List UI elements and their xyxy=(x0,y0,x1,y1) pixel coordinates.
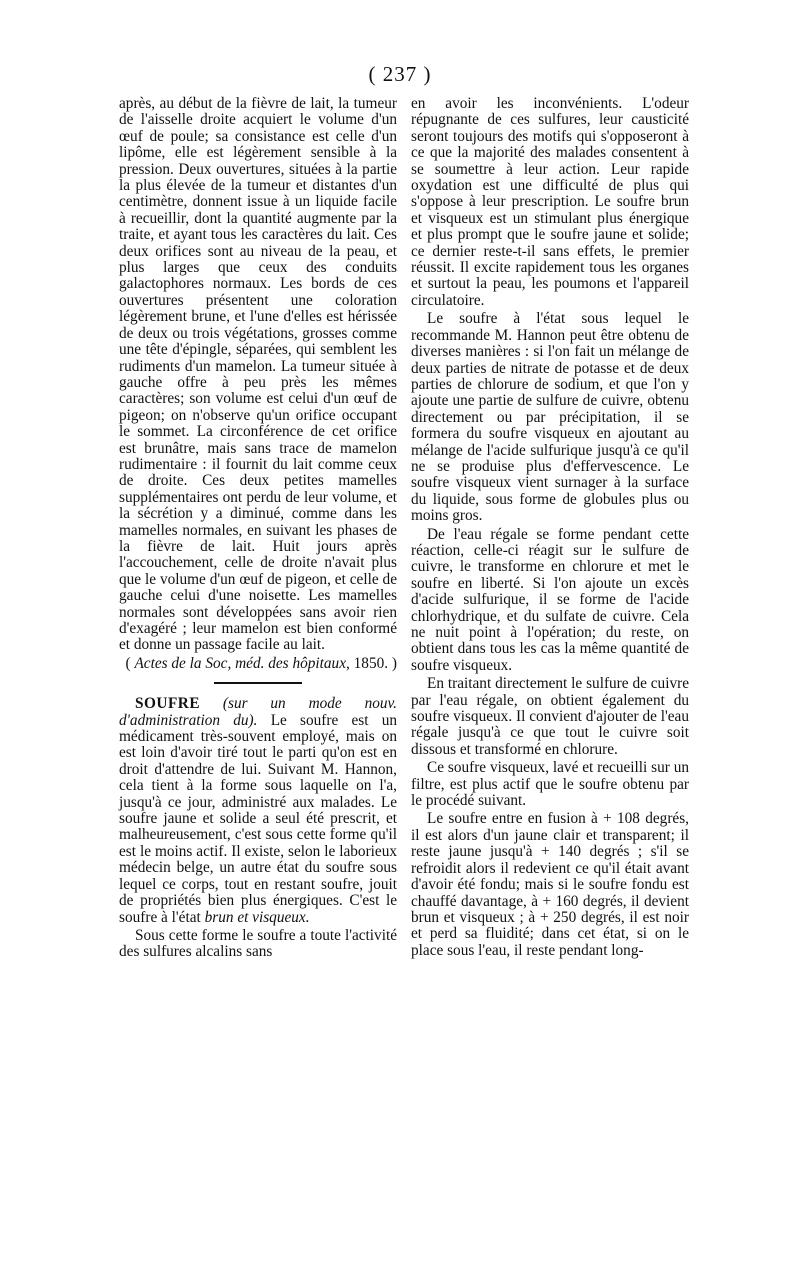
paragraph: Sous cette forme le soufre a toute l'activité des sulfures alcalins sans xyxy=(119,926,397,961)
paragraph: De l'eau régale se forme pendant cette réaction, celle-ci réagit sur le sulfure de cuivre, le transforme en chlorure et met le soufre en liberté. Si l'on ajoute un excès d'acide sulfurique, il se forme de l'acide chlorhydrique, et du sulfate de cuivre. Cela ne nuit point à l'opération; du reste, on obtient dans tous les cas la même quantité de soufre visqueux. xyxy=(411,525,689,674)
page-number: ( 237 ) xyxy=(368,62,432,86)
section-divider xyxy=(214,682,302,684)
citation-close: ) xyxy=(391,654,397,672)
left-column xyxy=(119,96,397,961)
entry-paragraph xyxy=(119,696,397,926)
entry-heading: SOUFRE xyxy=(135,695,201,713)
citation xyxy=(119,656,397,672)
paragraph: après, au début de la fièvre de lait, la tumeur de l'aisselle droite acquiert le volume d'un œuf de poule; sa consistance est celle d'un lipôme, elle est légèrement sensible à la pression. Deux ouvertures, situées à la partie la plus élevée de la tumeur et distantes d'un centimètre, donnent issue à un liquide facile à recueillir, dont la quantité augmente par la traite, et ayant tous les caractères du lait. Ces deux orifices sont au niveau de la peau, et plus larges que ceux des conduits galactophores normaux. Les bords de ces ouvertures présentent une coloration légèrement brune, et l'une d'elles est hérissée de deux ou trois végétations, grosses comme une tête d'épingle, séparées, qui semblent les rudiments d'un mamelon. La tumeur située à gauche offre à peu près les mêmes caractères; son volume est celui d'un œuf de pigeon; on n'observe qu'un orifice occupant le sommet. La circonférence de cet orifice est brunâtre, mais sans trace de mamelon rudimentaire : il fournit du lait comme ceux de droite. Ces deux petites mamelles supplémentaires ont perdu de leur volume, et la sécrétion y a diminué, comme dans les mamelles normales, en suivant les phases de la fièvre de lait. Huit jours après l'accouchement, celle de droite n'avait plus que le volume d'un œuf de pigeon, et celle de gauche celui d'une noisette. Les mamelles normales sont développées sans avoir rien d'exagéré ; leur mamelon est bien conformé et donne un passage facile au lait. xyxy=(119,95,397,654)
citation-year: 1850. xyxy=(353,654,389,672)
paragraph: Le soufre à l'état sous lequel le recommande M. Hannon peut être obtenu de diverses manières : si l'on fait un mélange de deux parties de nitrate de potasse et de deux parties de chlorure de sodium, et que l'on y ajoute une partie de sulfure de cuivre, obtenu directement ou par précipitation, il se formera du soufre visqueux en ajoutant au mélange de l'acide sulfurique jusqu'à ce qu'il ne se produise plus d'effervescence. Le soufre visqueux vient surnager à la surface du liquide, sous forme de globules plus ou moins gros. xyxy=(411,310,689,525)
paragraph: Le soufre entre en fusion à + 108 degrés, il est alors d'un jaune clair et transparent; il reste jaune jusqu'à + 140 degrés ; s'il se refroidit alors il redevient ce qu'il était avant d'avoir été fondu; mais si le soufre fondu est chauffé davantage, à + 160 degrés, il devient brun et visqueux ; à + 250 degrés, il est noir et perd sa fluidité; dans cet état, si on le place sous l'eau, il reste pendant long- xyxy=(411,810,689,959)
citation-open: ( xyxy=(125,654,131,672)
entry-text-italic: brun et visqueux. xyxy=(204,908,310,926)
entry-text: Le soufre est un médicament très-souvent employé, mais on est loin d'avoir tiré tout le parti qu'on est en droit d'attendre de lui. Suivant M. Hannon, cela tient à la forme sous laquelle on l'a, jusqu'à ce jour, administré aux malades. Le soufre jaune et solide a seul été prescrit, et malheureusement, c'est sous cette forme qu'il est le moins actif. Il existe, selon le laborieux médecin belge, un autre état du soufre sous lequel ce corps, tout en restant soufre, jouit de propriétés bien plus énergiques. C'est le soufre à l'état xyxy=(119,711,398,926)
right-column xyxy=(411,96,689,959)
paragraph: En traitant directement le sulfure de cuivre par l'eau régale, on obtient également du soufre visqueux. Il convient d'ajouter de l'eau régale jusqu'à ce que tout le cuivre soit dissous et transformé en chlorure. xyxy=(411,675,689,758)
citation-source: Actes de la Soc, méd. des hôpitaux, xyxy=(134,654,350,672)
entry-subtitle: (sur un mode nouv. d'administration du). xyxy=(119,695,397,729)
paragraph: Ce soufre visqueux, lavé et recueilli sur un filtre, est plus actif que le soufre obtenu par le procédé suivant. xyxy=(411,759,689,810)
paragraph: en avoir les inconvénients. L'odeur répugnante de ces sulfures, leur causticité seront toujours des motifs qui s'opposeront à ce que la majorité des malades consentent à se soumettre à leur action. Leur rapide oxydation est une difficulté de plus qui s'oppose à leur prescription. Le soufre brun et visqueux est un stimulant plus énergique et plus prompt que le soufre jaune et solide; ce dernier reste-t-il sans effets, le premier réussit. Il excite rapidement tous les organes et surtout la peau, les poumons et l'appareil circulatoire. xyxy=(411,95,689,309)
